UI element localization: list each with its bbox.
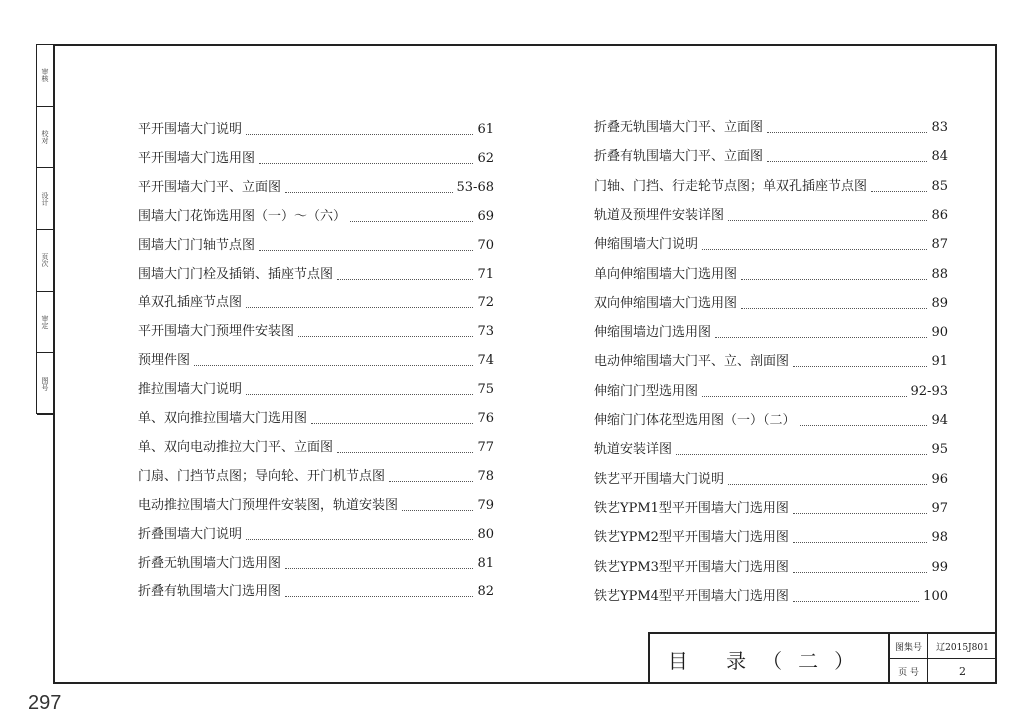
toc-leader-dots — [793, 513, 928, 514]
atlas-no-value: 辽2015J801 — [928, 634, 997, 659]
toc-entry-page: 87 — [931, 237, 948, 253]
toc-entry-page: 53-68 — [456, 179, 494, 195]
toc-entry — [594, 202, 948, 224]
toc-entry-page: 70 — [477, 237, 494, 253]
toc-entry-title: 围墙大门门栓及插销、插座节点图 — [138, 266, 334, 282]
toc-entry-title: 铁艺YPM3型平开围墙大门选用图 — [594, 559, 789, 575]
toc-entry-title: 单、双向推拉围墙大门选用图 — [138, 411, 308, 426]
toc-entry — [594, 554, 948, 576]
toc-entry-title: 门扇、门挡节点图；导向轮、开门机节点图 — [138, 468, 386, 484]
toc-entry-title: 平开围墙大门选用图 — [138, 150, 256, 166]
toc-leader-dots — [715, 337, 927, 338]
toc-entry — [594, 378, 948, 400]
side-strip-cell: 页次 — [37, 230, 53, 292]
toc-entry — [138, 174, 494, 196]
toc-entry — [594, 143, 948, 165]
toc-entry — [594, 466, 948, 488]
toc-entry-title: 门轴、门挡、行走轮节点图；单双孔插座节点图 — [594, 178, 868, 194]
toc-entry-page: 79 — [477, 497, 494, 513]
toc-entry-title: 单双孔插座节点图 — [138, 295, 243, 311]
toc-leader-dots — [741, 308, 927, 309]
toc-entry-title: 单向伸缩围墙大门选用图 — [594, 266, 738, 282]
toc-leader-dots — [389, 481, 473, 482]
toc-entry — [138, 376, 494, 398]
toc-entry-page: 97 — [931, 500, 948, 516]
toc-entry — [138, 521, 494, 543]
toc-entry-title: 预埋件图 — [138, 353, 191, 369]
toc-leader-dots — [259, 250, 473, 251]
toc-leader-dots — [246, 394, 473, 395]
toc-entry-title: 推拉围墙大门说明 — [138, 382, 243, 398]
toc-entry-title: 折叠无轨围墙大门选用图 — [138, 555, 282, 571]
toc-entry-title: 伸缩门门体花型选用图（一）（二） — [594, 413, 796, 428]
title-block-title: 目 录（二） — [650, 634, 890, 684]
toc-leader-dots — [871, 191, 927, 192]
toc-entry — [138, 116, 494, 138]
toc-leader-dots — [793, 366, 927, 367]
toc-entry-page: 92-93 — [910, 383, 948, 399]
toc-entry-page: 76 — [477, 411, 494, 426]
toc-leader-dots — [194, 365, 473, 366]
toc-entry — [138, 405, 494, 427]
toc-entry-page: 72 — [477, 295, 494, 311]
toc-entry-title: 轨道安装详图 — [594, 442, 673, 458]
atlas-no-label: 图集号 — [890, 634, 928, 659]
toc-entry-title: 单、双向电动推拉大门平、立面图 — [138, 439, 334, 455]
page-no-label: 页 号 — [890, 659, 928, 684]
toc-entry-title: 折叠围墙大门说明 — [138, 526, 243, 542]
toc-entry-title: 平开围墙大门平、立面图 — [138, 179, 282, 195]
toc-entry-title: 平开围墙大门说明 — [138, 122, 243, 137]
toc-entry-page: 71 — [477, 266, 494, 282]
toc-entry-page: 98 — [931, 530, 948, 546]
toc-leader-dots — [246, 134, 473, 135]
toc-leader-dots — [337, 279, 473, 280]
toc-entry — [138, 318, 494, 340]
toc-entry-title: 铁艺YPM2型平开围墙大门选用图 — [594, 530, 789, 546]
toc-entry — [594, 290, 948, 312]
toc-entry-page: 82 — [477, 584, 494, 600]
toc-entry-title: 电动推拉围墙大门预埋件安装图，轨道安装图 — [138, 497, 399, 513]
toc-leader-dots — [793, 601, 919, 602]
toc-entry-page: 80 — [477, 526, 494, 542]
toc-entry-title: 折叠有轨围墙大门选用图 — [138, 584, 282, 600]
toc-entry-page: 73 — [477, 324, 494, 340]
toc-entry — [138, 261, 494, 283]
toc-entry-page: 89 — [931, 295, 948, 311]
toc-leader-dots — [311, 423, 473, 424]
toc-entry-title: 围墙大门门轴节点图 — [138, 237, 256, 253]
toc-leader-dots — [767, 161, 927, 162]
toc-leader-dots — [676, 454, 927, 455]
toc-leader-dots — [246, 307, 473, 308]
toc-entry-title: 铁艺YPM1型平开围墙大门选用图 — [594, 500, 789, 516]
toc-entry — [138, 434, 494, 456]
toc-entry-page: 78 — [477, 468, 494, 484]
toc-entry-page: 86 — [931, 207, 948, 223]
toc-entry-page: 91 — [931, 354, 948, 370]
toc-leader-dots — [767, 132, 927, 133]
toc-leader-dots — [728, 484, 927, 485]
toc-leader-dots — [246, 539, 473, 540]
toc-leader-dots — [800, 425, 928, 426]
toc-leader-dots — [702, 396, 907, 397]
toc-entry-page: 85 — [931, 178, 948, 194]
side-strip-cell: 审核 — [37, 45, 53, 107]
toc-entry-title: 双向伸缩围墙大门选用图 — [594, 295, 738, 311]
toc-entry-page: 88 — [931, 266, 948, 282]
toc-leader-dots — [285, 568, 473, 569]
toc-entry — [138, 578, 494, 600]
toc-entry — [138, 347, 494, 369]
toc-entry-page: 99 — [931, 559, 948, 575]
toc-entry-page: 69 — [477, 208, 494, 224]
scan-page-number: 297 — [28, 692, 62, 714]
toc-entry-page: 77 — [477, 439, 494, 455]
toc-entry-page: 83 — [931, 120, 948, 135]
side-strip-cell: 审定 — [37, 292, 53, 354]
toc-entry — [594, 261, 948, 283]
toc-entry — [594, 495, 948, 517]
side-strip-cell: 校对 — [37, 107, 53, 169]
toc-entry-page: 96 — [931, 471, 948, 487]
toc-entry — [594, 524, 948, 546]
toc-entry — [138, 145, 494, 167]
toc-leader-dots — [337, 452, 473, 453]
toc-leader-dots — [285, 192, 453, 193]
toc-entry — [138, 463, 494, 485]
title-block — [648, 632, 997, 684]
toc-leader-dots — [702, 249, 927, 250]
toc-entry-title: 折叠无轨围墙大门平、立面图 — [594, 120, 764, 135]
toc-entry-title: 伸缩围墙大门说明 — [594, 237, 699, 253]
toc-leader-dots — [793, 542, 928, 543]
toc-entry-page: 74 — [477, 353, 494, 369]
toc-entry-page: 84 — [931, 149, 948, 165]
page-no-value: 2 — [959, 665, 966, 678]
toc-entry — [594, 348, 948, 370]
side-strip-cell: 设计 — [37, 168, 53, 230]
toc-entry-page: 75 — [477, 382, 494, 398]
toc-entry — [594, 173, 948, 195]
toc-entry — [138, 550, 494, 572]
toc-leader-dots — [285, 596, 473, 597]
toc-entry-page: 62 — [477, 150, 494, 166]
toc-leader-dots — [402, 510, 473, 511]
toc-leader-dots — [259, 163, 473, 164]
side-strip-cell: 图号 — [37, 353, 53, 415]
toc-entry-page: 100 — [923, 588, 948, 604]
toc-entry-page: 90 — [931, 325, 948, 341]
toc-entry-title: 围墙大门花饰选用图（一）～（六） — [138, 208, 347, 224]
toc-entry-title: 电动伸缩围墙大门平、立、剖面图 — [594, 354, 790, 370]
toc-entry — [138, 492, 494, 514]
toc-entry-title: 伸缩门门型选用图 — [594, 383, 699, 399]
toc-leader-dots — [350, 221, 473, 222]
toc-entry-page: 61 — [477, 122, 494, 137]
toc-entry — [594, 407, 948, 429]
toc-entry — [594, 114, 948, 136]
toc-entry-title: 轨道及预埋件安装详图 — [594, 207, 725, 223]
toc-leader-dots — [741, 279, 927, 280]
toc-entry-title: 伸缩围墙边门选用图 — [594, 325, 712, 341]
toc-entry — [138, 232, 494, 254]
toc-entry-page: 95 — [931, 442, 948, 458]
toc-entry-page: 94 — [931, 413, 948, 428]
toc-entry-title: 折叠有轨围墙大门平、立面图 — [594, 149, 764, 165]
toc-entry-title: 平开围墙大门预埋件安装图 — [138, 324, 295, 340]
toc-entry — [594, 319, 948, 341]
toc-entry — [594, 231, 948, 253]
side-signature-strip — [36, 44, 53, 414]
toc-entry — [138, 203, 494, 225]
toc-leader-dots — [728, 220, 927, 221]
toc-entry — [138, 289, 494, 311]
toc-leader-dots — [298, 336, 473, 337]
toc-entry-title: 铁艺平开围墙大门说明 — [594, 471, 725, 487]
toc-entry-page: 81 — [477, 555, 494, 571]
toc-entry — [594, 583, 948, 605]
toc-entry-title: 铁艺YPM4型平开围墙大门选用图 — [594, 588, 789, 604]
toc-entry — [594, 436, 948, 458]
toc-leader-dots — [793, 572, 928, 573]
